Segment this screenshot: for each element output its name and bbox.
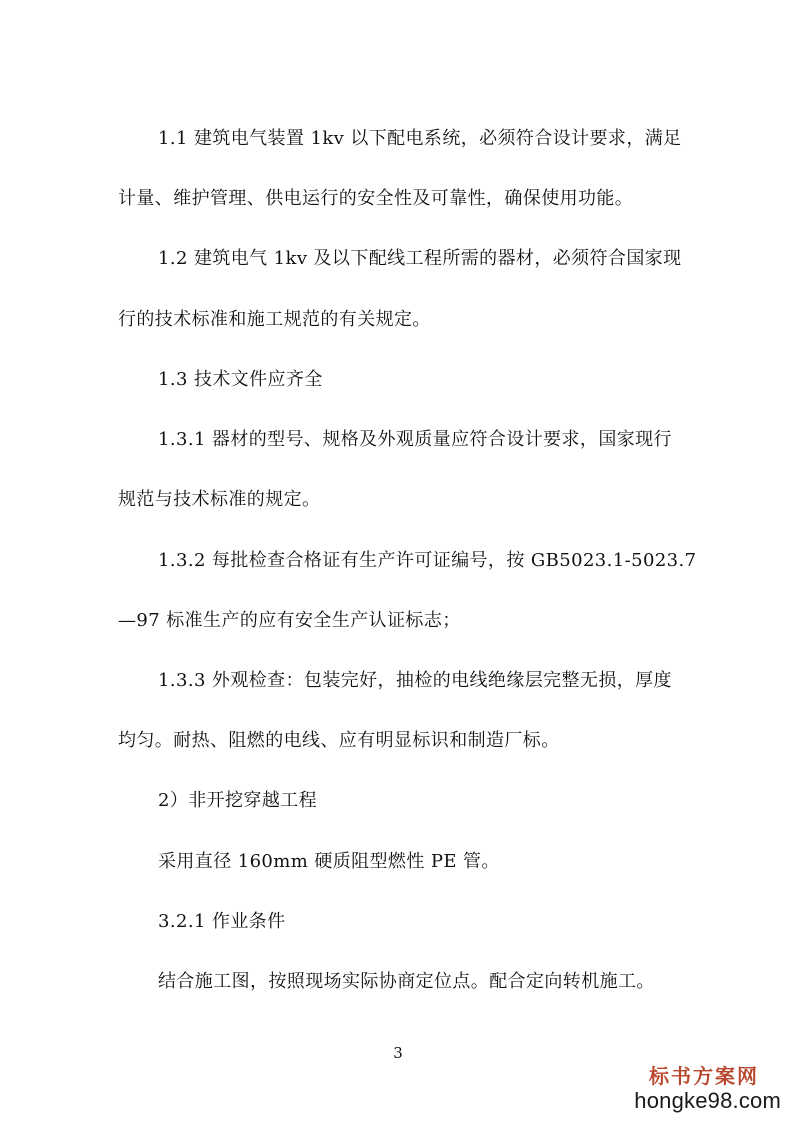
paragraph-1-3-3-line-2: 均匀。耐热、阻燃的电线、应有明显标识和制造厂标。: [118, 730, 560, 751]
watermark-name: 标书方案网: [649, 1064, 759, 1088]
paragraph-1-3-3-line-1: 1.3.3 外观检查：包装完好，抽检的电线绝缘层完整无损，厚度: [158, 670, 672, 691]
paragraph-1-2-line-2: 行的技术标准和施工规范的有关规定。: [118, 309, 431, 330]
paragraph-work-conditions: 结合施工图，按照现场实际协商定位点。配合定向转机施工。: [158, 971, 655, 992]
paragraph-1-3-2-line-2: —97 标准生产的应有安全生产认证标志；: [118, 610, 461, 631]
watermark-url: hongke98.com: [634, 1088, 781, 1113]
paragraph-1-1-line-2: 计量、维护管理、供电运行的安全性及可靠性，确保使用功能。: [118, 188, 634, 209]
paragraph-pe-pipe: 采用直径 160mm 硬质阻型燃性 PE 管。: [158, 851, 500, 872]
heading-3-2-1: 3.2.1 作业条件: [158, 911, 286, 932]
paragraph-1-3-2-line-1: 1.3.2 每批检查合格证有生产许可证编号，按 GB5023.1-5023.7: [158, 550, 697, 571]
heading-1-3: 1.3 技术文件应齐全: [158, 369, 323, 390]
heading-section-2: 2）非开挖穿越工程: [158, 790, 318, 811]
page-number: 3: [393, 1044, 403, 1062]
paragraph-1-2-line-1: 1.2 建筑电气 1kv 及以下配线工程所需的器材，必须符合国家现: [158, 248, 682, 269]
watermark-logo: [635, 1064, 785, 1116]
paragraph-1-1-line-1: 1.1 建筑电气装置 1kv 以下配电系统，必须符合设计要求，满足: [158, 128, 682, 149]
paragraph-1-3-1-line-2: 规范与技术标准的规定。: [118, 489, 321, 510]
paragraph-1-3-1-line-1: 1.3.1 器材的型号、规格及外观质量应符合设计要求，国家现行: [158, 429, 672, 450]
